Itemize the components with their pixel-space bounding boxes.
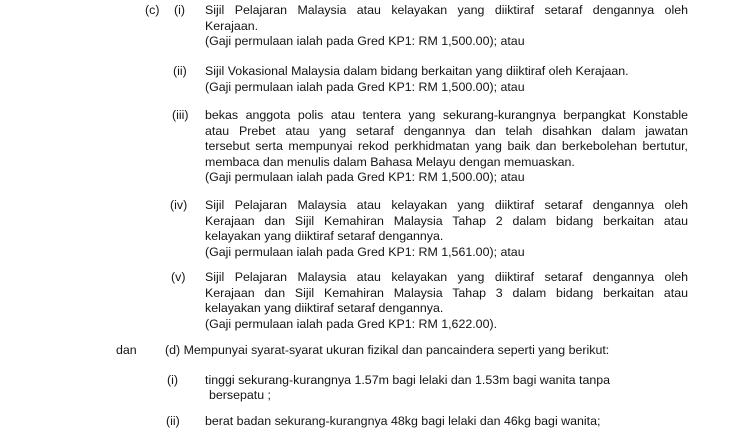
text-line: kelayakan yang diiktiraf setaraf dengannya. <box>205 301 444 315</box>
item-text <box>205 108 688 186</box>
item-number: (i) <box>174 3 186 17</box>
item-text <box>205 64 688 95</box>
item-number: (v) <box>171 270 186 284</box>
item-number: (iii) <box>172 108 189 122</box>
text-line: Kerajaan. <box>205 18 259 33</box>
item-number: (ii) <box>173 64 187 78</box>
text-line: kelayakan yang diiktiraf setaraf dengannya. <box>205 229 444 243</box>
item-text <box>205 3 688 50</box>
section-label-c: (c) <box>145 3 160 17</box>
salary-note: (Gaji permulaan ialah pada Gred KP1: RM 1,500.00); atau <box>205 34 525 48</box>
text-line: berat badan sekurang-kurangnya 48kg bagi lelaki dan 46kg bagi wanita; <box>205 414 601 428</box>
item-text <box>205 270 688 332</box>
text-line: membaca dan menulis dalam Bahasa Melayu dengan memuaskan. <box>205 154 575 169</box>
salary-note: (Gaji permulaan ialah pada Gred KP1: RM 1,561.00); atau <box>205 244 525 259</box>
text-line: bersepatu ; <box>209 388 271 402</box>
text-line: Sijil Pelajaran Malaysia atau kelayakan yang diiktiraf setaraf dengannya oleh <box>205 3 688 17</box>
salary-note: (Gaji permulaan ialah pada Gred KP1: RM 1,500.00); atau <box>205 79 525 94</box>
text-line: Kerajaan dan Sijil Kemahiran Malaysia Tahap 3 dalam bidang berkaitan atau <box>205 285 688 300</box>
item-number: (i) <box>167 373 179 387</box>
text-line: tersebut serta mempunyai rekod perkhidmatan yang baik dan berkebolehan bertutur, <box>205 139 688 153</box>
section-heading-d: (d) Mempunyai syarat-syarat ukuran fizikal dan pancaindera seperti yang berikut: <box>165 343 610 357</box>
salary-note: (Gaji permulaan ialah pada Gred KP1: RM 1,500.00); atau <box>205 170 525 184</box>
salary-note: (Gaji permulaan ialah pada Gred KP1: RM 1,622.00). <box>205 316 498 331</box>
conjunction-dan: dan <box>116 343 137 357</box>
text-line: Sijil Pelajaran Malaysia atau kelayakan yang diiktiraf setaraf dengannya oleh <box>205 270 688 284</box>
text-line: Kerajaan dan Sijil Kemahiran Malaysia Tahap 2 dalam bidang berkaitan atau <box>205 213 688 228</box>
text-line: Sijil Vokasional Malaysia dalam bidang berkaitan yang diiktiraf oleh Kerajaan. <box>205 64 629 78</box>
text-line: Sijil Pelajaran Malaysia atau kelayakan yang diiktiraf setaraf dengannya oleh <box>205 198 688 212</box>
text-line: tinggi sekurang-kurangnya 1.57m bagi lelaki dan 1.53m bagi wanita tanpa <box>205 373 611 387</box>
text-line: bekas anggota polis atau tentera yang sekurang-kurangnya berpangkat Konstable <box>205 108 688 122</box>
text-line: atau Prebet atau yang setaraf dengannya dan telah disahkan dalam jawatan <box>205 123 688 138</box>
item-number: (ii) <box>166 414 180 428</box>
item-text <box>205 198 688 260</box>
item-number: (iv) <box>170 198 188 212</box>
